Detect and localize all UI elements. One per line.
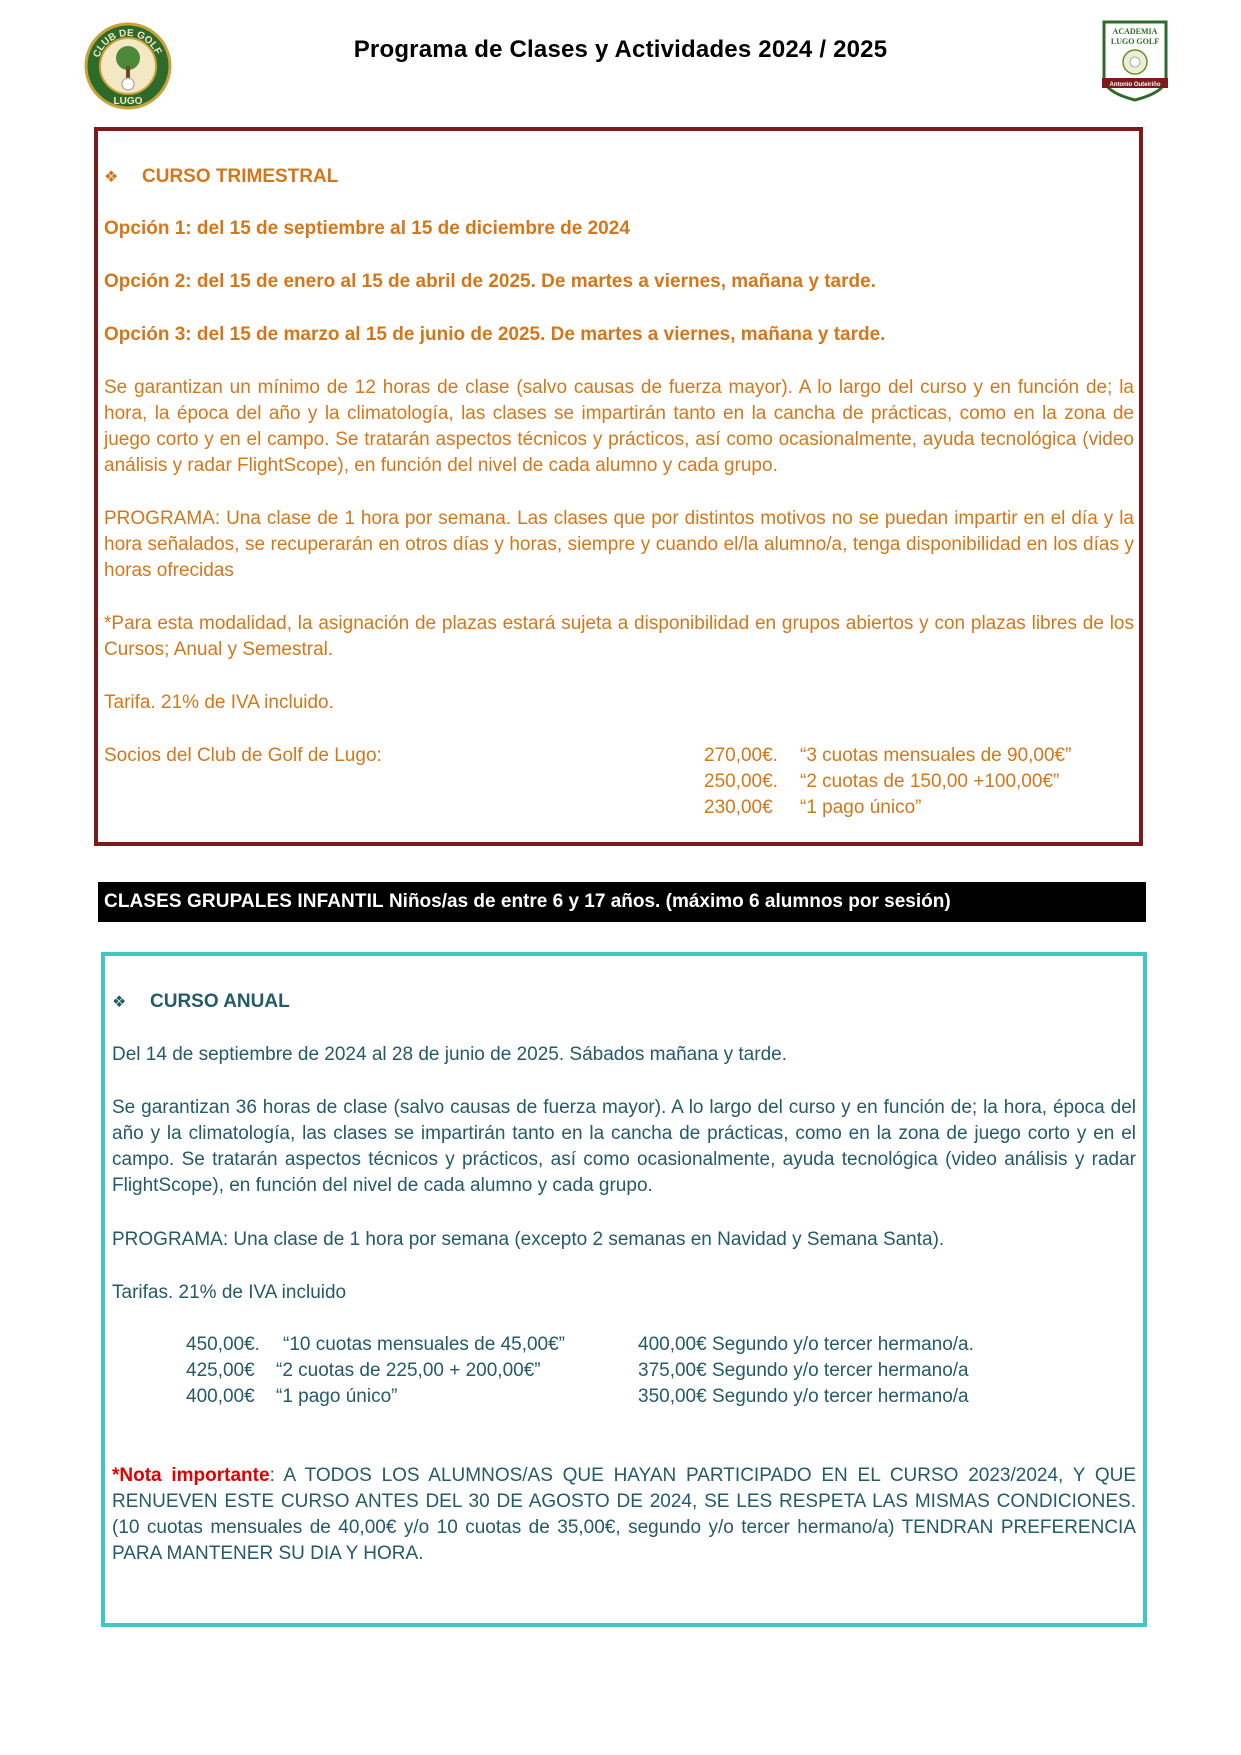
anual-tariff-label: Tarifas. 21% de IVA incluido	[112, 1282, 347, 1303]
anual-sibling-price: 400,00€ Segundo y/o tercer hermano/a.	[638, 1334, 974, 1355]
anual-dates: Del 14 de septiembre de 2024 al 28 de junio de 2025. Sábados mañana y tarde.	[112, 1044, 787, 1065]
trimestral-price-desc: “3 cuotas mensuales de 90,00€”	[800, 745, 1072, 766]
svg-text:LUGO GOLF: LUGO GOLF	[1110, 37, 1160, 46]
trimestral-description: Se garantizan un mínimo de 12 horas de clase (salvo causas de fuerza mayor). A lo largo del curso y en función de; la hora, la época del año y la climatología, las clases se impartirán tanto en la cancha de prácticas, como en la zona de juego corto y en el campo. Se tratarán aspectos técnicos y prácticos, así como ocasionalmente, ayuda tecnológica (video análisis y radar FlightScope), en función del nivel de cada alumno y cada grupo.	[104, 377, 1134, 476]
anual-price-amount: 400,00€	[186, 1386, 255, 1407]
svg-text:Antonio Outeiriño: Antonio Outeiriño	[1109, 82, 1161, 88]
trimestral-price-amount: 250,00€.	[704, 771, 778, 792]
anual-price-amount: 425,00€	[186, 1360, 255, 1381]
anual-description: Se garantizan 36 horas de clase (salvo causas de fuerza mayor). A lo largo del curso y en función de; la hora, época del año y la climatología, las clases se impartirán tanto en la cancha de prácticas, como en la zona de juego corto y en el campo. Se tratarán aspectos técnicos y prácticos, así como ocasionalmente, ayuda tecnológica (video análisis y radar FlightScope), en función del nivel de cada alumno y cada grupo.	[112, 1097, 1136, 1196]
diamond-bullet-icon: ❖	[112, 994, 127, 1011]
anual-sibling-price: 350,00€ Segundo y/o tercer hermano/a	[638, 1386, 969, 1407]
banner-rest: Niños/as de entre 6 y 17 años. (máximo 6 alumnos por sesión)	[383, 891, 951, 912]
page-title: Programa de Clases y Actividades 2024 / 2025	[353, 36, 888, 63]
important-text: : A TODOS LOS ALUMNOS/AS QUE HAYAN PARTICIPADO EN EL CURSO 2023/2024, Y QUE RENUEVEN ESTE CURSO ANTES DEL 30 DE AGOSTO DE 2024, SE LES RESPETA LAS MISMAS CONDICIONES. (10 cuotas mensuales de 40,00€ y/o 10 cuotas de 35,00€, segundo y/o tercer hermano/a) TENDRAN PREFERENCIA PARA MANTENER SU DIA Y HORA.	[112, 1465, 1136, 1564]
trimestral-note: *Para esta modalidad, la asignación de plazas estará sujeta a disponibilidad en grupos abiertos y con plazas libres de los Cursos; Anual y Semestral.	[104, 613, 1134, 660]
important-label: *Nota importante	[112, 1465, 270, 1486]
trimestral-price-amount: 270,00€.	[704, 745, 778, 766]
anual-price-amount: 450,00€.	[186, 1334, 260, 1355]
trimestral-program: PROGRAMA: Una clase de 1 hora por semana. Las clases que por distintos motivos no se puedan impartir en el día y la hora señalados, se recuperarán en otros días y horas, siempre y cuando el/la alumno/a, tenga disponibilidad en los días y horas ofrecidas	[104, 508, 1134, 581]
trimestral-heading	[104, 164, 338, 191]
trimestral-tariff-label: Tarifa. 21% de IVA incluido.	[104, 692, 334, 713]
trimestral-price-amount: 230,00€	[704, 797, 773, 818]
academia-lugo-golf-logo	[1100, 20, 1170, 102]
trimestral-price-desc: “1 pago único”	[800, 797, 922, 818]
anual-heading	[112, 989, 290, 1016]
trimestral-option-2: Opción 2: del 15 de enero al 15 de abril de 2025. De martes a viernes, mañana y tarde.	[104, 271, 876, 292]
trimestral-heading-text: CURSO TRIMESTRAL	[142, 166, 339, 187]
infantil-banner	[98, 882, 1146, 922]
anual-price-desc: “2 cuotas de 225,00 + 200,00€”	[276, 1360, 541, 1381]
trimestral-price-desc: “2 cuotas de 150,00 +100,00€”	[800, 771, 1060, 792]
svg-text:ACADEMIA: ACADEMIA	[1112, 27, 1158, 36]
anual-price-desc: “10 cuotas mensuales de 45,00€”	[283, 1334, 566, 1355]
trimestral-members-label: Socios del Club de Golf de Lugo:	[104, 745, 382, 766]
anual-important-note	[112, 1463, 1136, 1567]
banner-strong: CLASES GRUPALES INFANTIL	[104, 891, 384, 912]
anual-price-desc: “1 pago único”	[276, 1386, 398, 1407]
trimestral-option-1: Opción 1: del 15 de septiembre al 15 de diciembre de 2024	[104, 218, 630, 239]
anual-program: PROGRAMA: Una clase de 1 hora por semana (excepto 2 semanas en Navidad y Semana Santa).	[112, 1229, 945, 1250]
diamond-bullet-icon: ❖	[104, 169, 119, 186]
svg-text:CLUB DE GOLF: CLUB DE GOLF	[91, 27, 164, 60]
anual-heading-text: CURSO ANUAL	[150, 991, 290, 1012]
svg-text:LUGO: LUGO	[113, 96, 143, 107]
trimestral-option-3: Opción 3: del 15 de marzo al 15 de junio de 2025. De martes a viernes, mañana y tarde.	[104, 324, 886, 345]
anual-sibling-price: 375,00€ Segundo y/o tercer hermano/a	[638, 1360, 969, 1381]
